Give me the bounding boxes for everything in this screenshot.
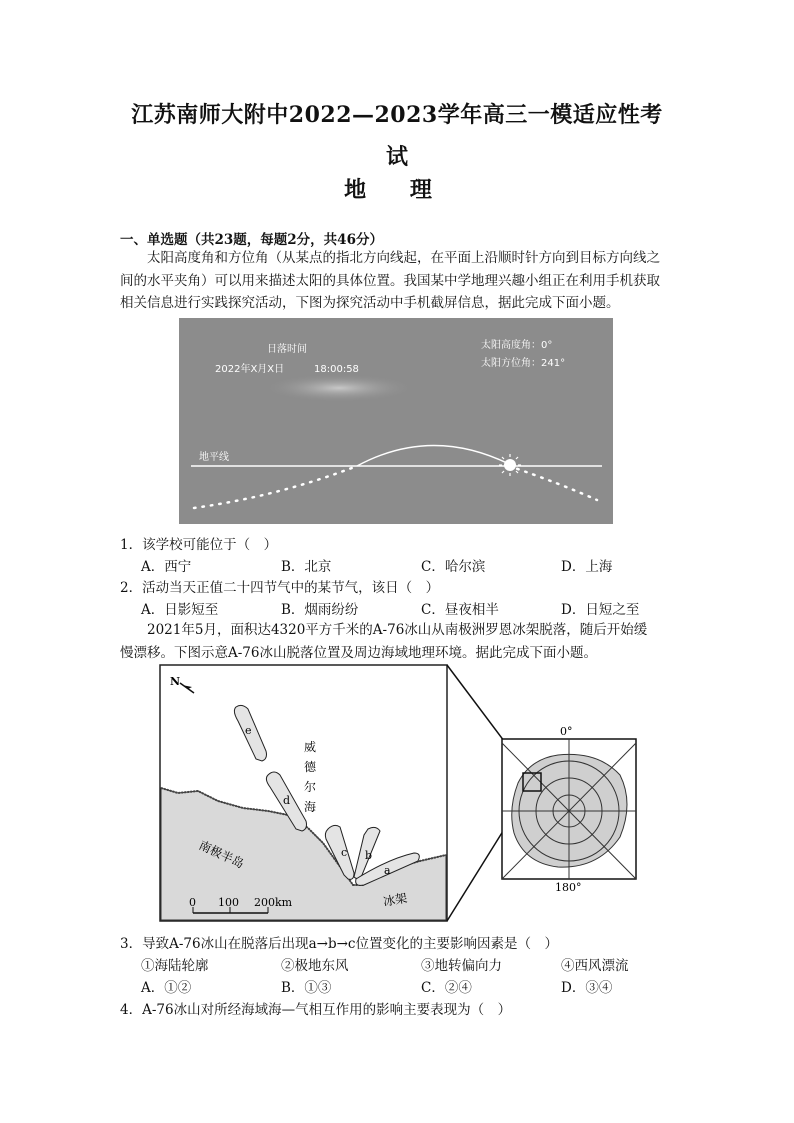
intro-line: 相关信息进行实践探究活动，下图为探究活动中手机截屏信息，据此完成下面小题。 xyxy=(120,295,620,311)
option-d[interactable]: D．上海 xyxy=(561,559,613,575)
sea-label-1: 威 xyxy=(304,740,317,754)
option-b[interactable]: B．北京 xyxy=(281,559,332,575)
option-a[interactable]: A．①② xyxy=(141,980,192,996)
azimuth-label: 太阳方位角：241° xyxy=(481,358,566,369)
factor-4: ④西风漂流 xyxy=(561,958,629,974)
iceberg-map-figure xyxy=(158,663,642,925)
question-4-stem: 4．A-76冰山对所经海域海—气相互作用的影响主要表现为（ ） xyxy=(120,1002,512,1018)
intro-paragraph-2 xyxy=(120,619,680,664)
option-d[interactable]: D．日短之至 xyxy=(561,602,640,618)
option-b[interactable]: B．烟雨纷纷 xyxy=(281,602,359,618)
exam-title-line1: 江苏南师大附中2022—2023学年高三一模适应性考 xyxy=(131,102,663,128)
question-2-stem: 2．活动当天正值二十四节气中的某节气，该日（ ） xyxy=(120,580,440,596)
option-a[interactable]: A．西宁 xyxy=(141,559,192,575)
question-3-options xyxy=(141,976,701,996)
iceberg-label-c: c xyxy=(341,846,348,859)
intro-paragraph-1 xyxy=(120,247,680,315)
intro-line: 慢漂移。下图示意A-76冰山脱落位置及周边海域地理环境。据此完成下面小题。 xyxy=(120,644,597,661)
altitude-label: 太阳高度角：0° xyxy=(481,340,553,351)
question-2-options xyxy=(141,598,701,618)
horizon-label: 地平线 xyxy=(199,452,229,463)
factor-1: ①海陆轮廓 xyxy=(141,958,209,974)
factor-2: ②极地东风 xyxy=(281,958,349,974)
scale-label-0: 0 xyxy=(189,896,196,909)
option-c[interactable]: C．昼夜相半 xyxy=(421,602,499,618)
option-a[interactable]: A．日影短至 xyxy=(141,602,219,618)
sun-position-figure xyxy=(179,318,613,524)
question-3-factors xyxy=(141,954,701,974)
option-b[interactable]: B．①③ xyxy=(281,980,332,996)
iceberg-label-b: b xyxy=(365,849,373,862)
iceberg-label-e: e xyxy=(245,724,252,737)
sea-label-3: 尔 xyxy=(304,780,317,794)
subject-title: 地 理 xyxy=(344,177,450,203)
date-label: 2022年X月X日 xyxy=(215,364,285,375)
sea-label-2: 德 xyxy=(304,760,317,774)
option-c[interactable]: C．②④ xyxy=(421,980,472,996)
inset-label-180deg: 180° xyxy=(555,881,582,894)
exam-title-line2: 试 xyxy=(385,144,408,170)
north-label: N xyxy=(170,675,181,688)
sunset-label: 日落时间 xyxy=(267,344,307,355)
ice-shelf-label: 冰架 xyxy=(382,890,409,909)
question-1-stem: 1．该学校可能位于（ ） xyxy=(120,537,278,553)
time-label: 18:00:58 xyxy=(314,364,359,375)
scale-label-100: 100 xyxy=(218,896,239,909)
iceberg-label-a: a xyxy=(384,864,391,877)
iceberg-label-d: d xyxy=(283,794,291,807)
question-3-stem: 3．导致A-76冰山在脱落后出现a→b→c位置变化的主要影响因素是（ ） xyxy=(120,936,558,952)
section-heading: 一、单选题（共23题，每题2分，共46分） xyxy=(120,232,383,248)
factor-3: ③地转偏向力 xyxy=(421,958,502,974)
scale-label-200: 200km xyxy=(254,896,293,909)
sea-label-4: 海 xyxy=(304,800,317,814)
intro-line: 间的水平夹角）可以用来描述太阳的具体位置。我国某中学地理兴趣小组正在利用手机获取 xyxy=(120,272,660,289)
option-d[interactable]: D．③④ xyxy=(561,980,613,996)
inset-map xyxy=(502,739,636,879)
intro-line: 太阳高度角和方位角（从某点的指北方向线起，在平面上沿顺时针方向到目标方向线之 xyxy=(147,250,660,266)
blurred-area xyxy=(264,374,414,402)
question-1-options xyxy=(141,555,701,575)
option-c[interactable]: C．哈尔滨 xyxy=(421,559,486,575)
intro-line: 2021年5月，面积达4320平方千米的A-76冰山从南极洲罗恩冰架脱落，随后开始缓 xyxy=(147,622,648,638)
peninsula-label: 南极半岛 xyxy=(196,838,247,872)
inset-label-0deg: 0° xyxy=(560,725,573,738)
